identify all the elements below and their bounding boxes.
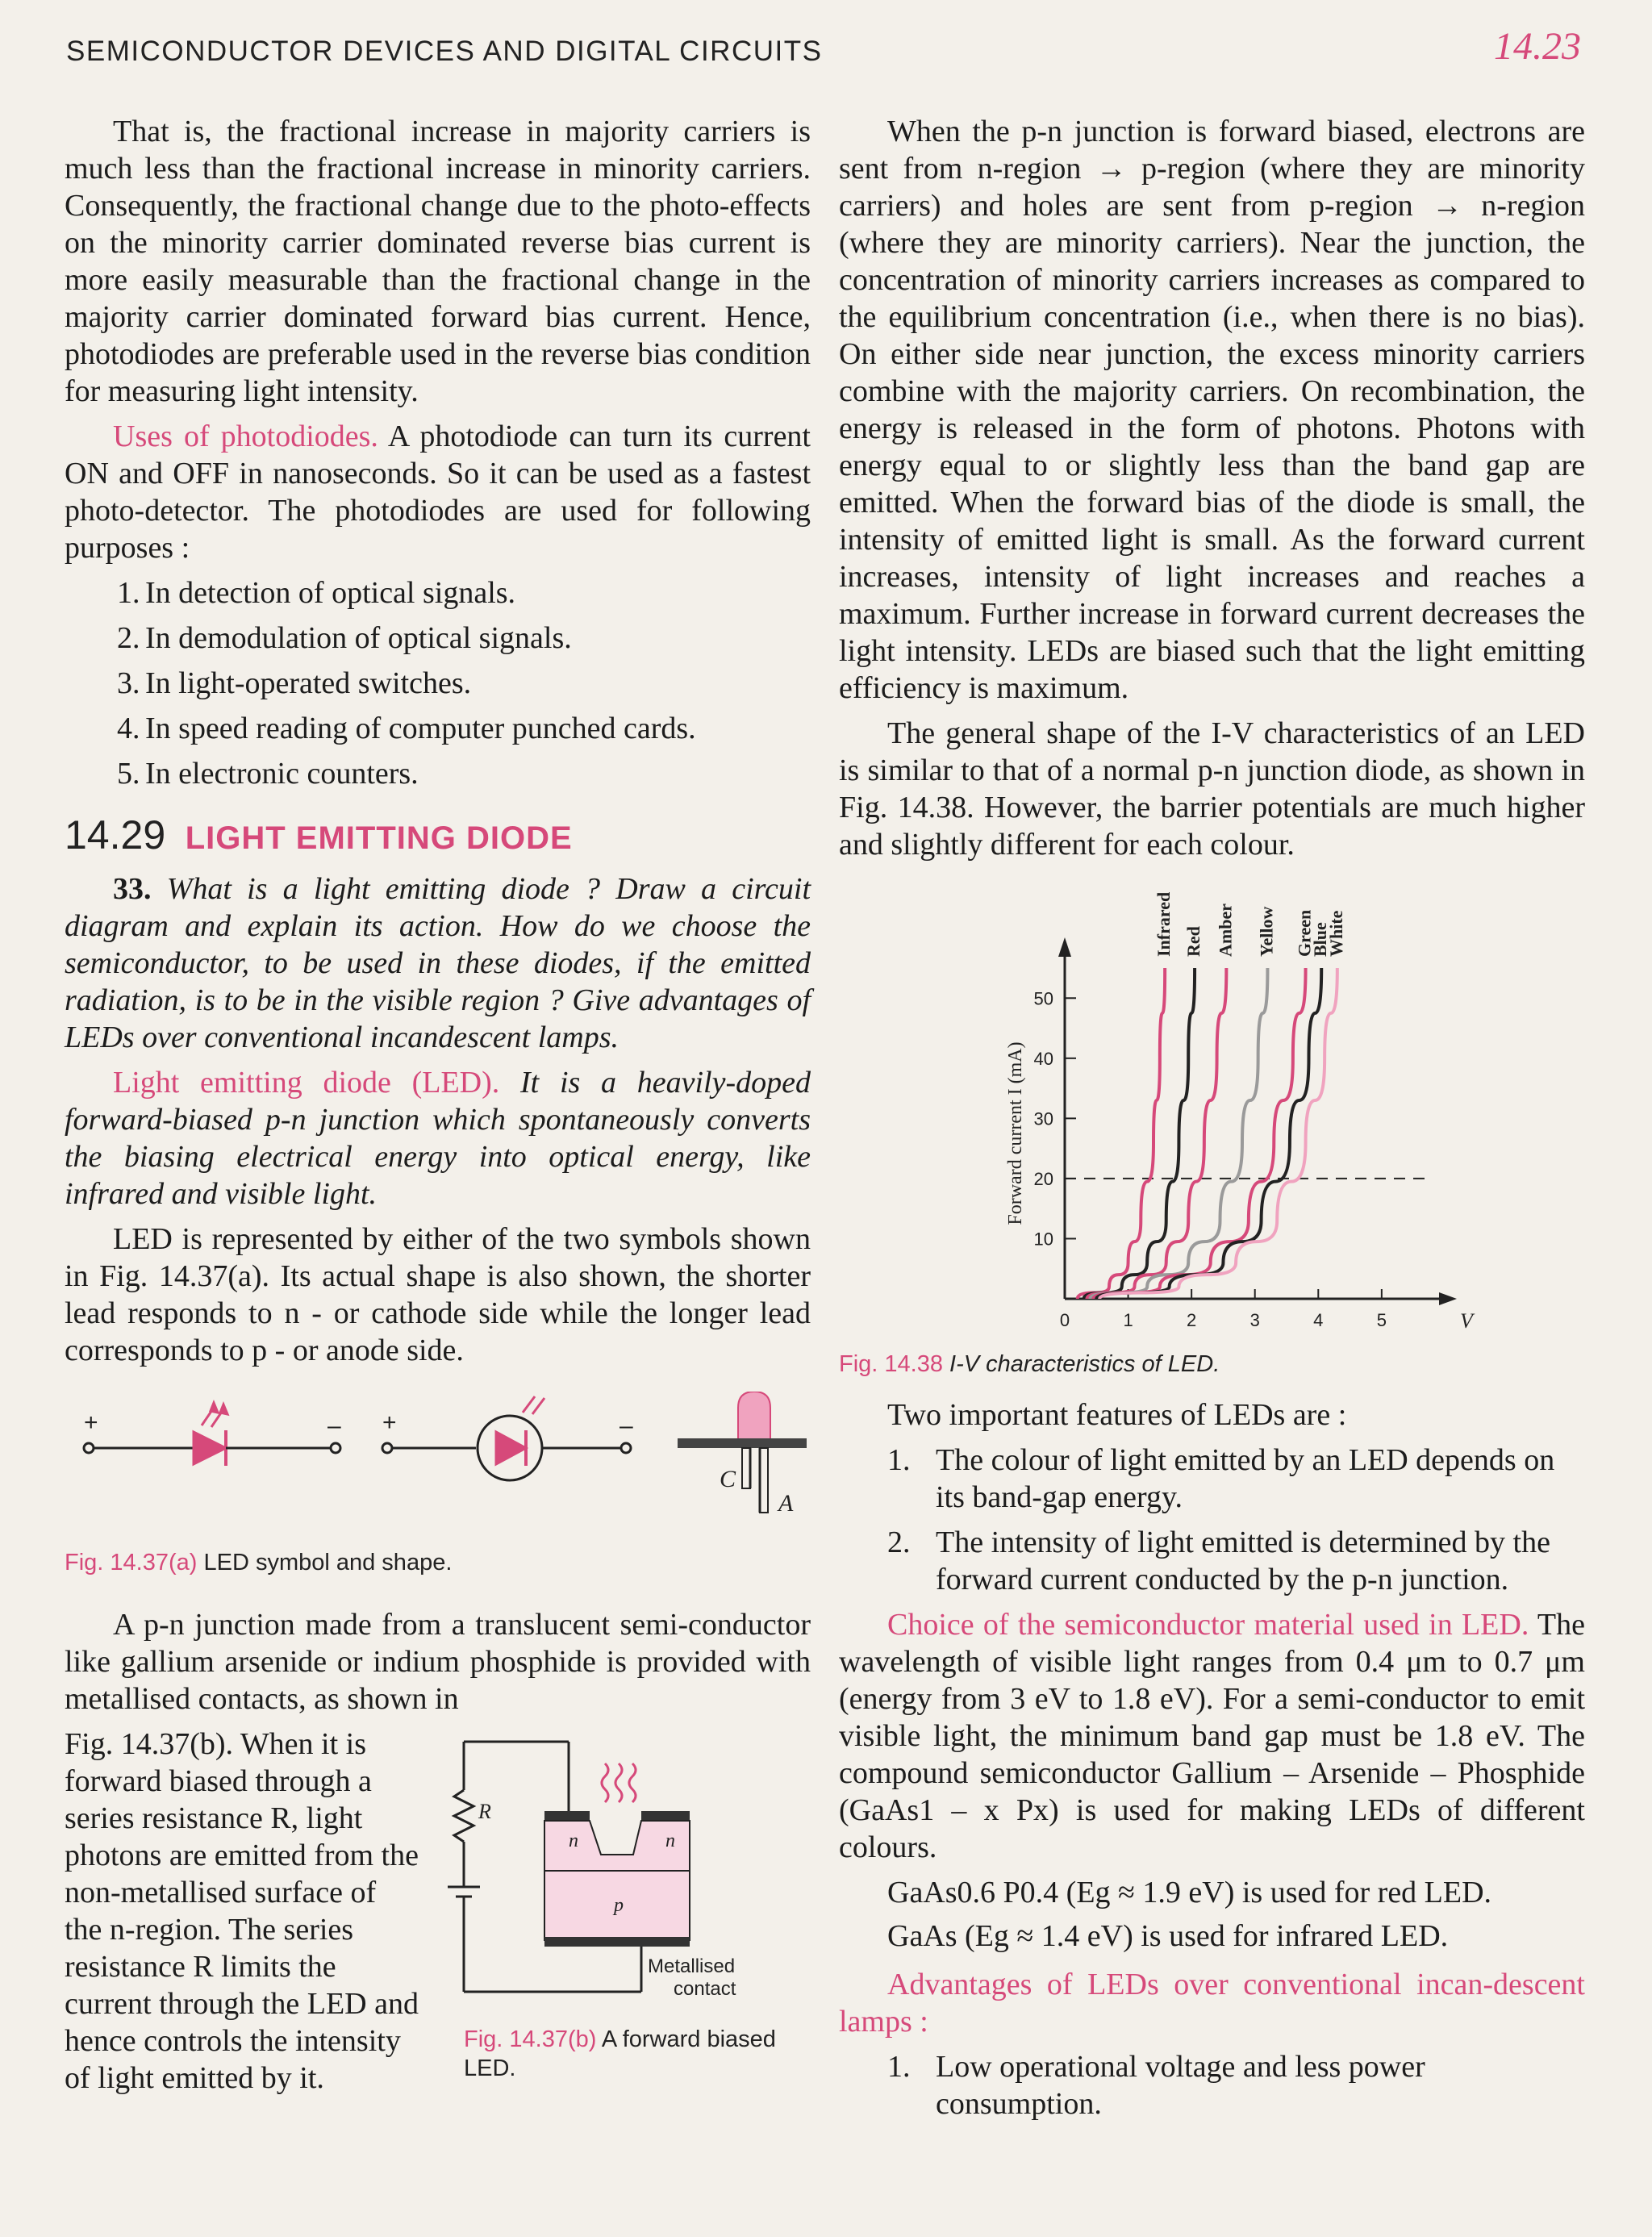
paragraph-junction-top: A p-n junction made from a translucent semi-conductor like gallium arsenide or indium phosphide is provided with metallised contacts, as shown in — [65, 1608, 811, 1716]
resistor-label: R — [478, 1800, 491, 1823]
x-axis-arrow — [1439, 1292, 1457, 1305]
choice-text: The wavelength of visible light ranges from 0.4 μm to 0.7 μm (energy from 3 eV to 1.8 eV). For a semi-conductor to emit visible light, the minimum band gap must be 1.8 eV. The compound semiconductor Gallium – Arsenide – Phosphide (GaAs1 – x Px) is used for making LEDs of different colours. — [839, 1608, 1585, 1864]
uses-list-item-text: In demodulation of optical signals. — [145, 621, 572, 655]
choice-heading: Choice of the semiconductor material used in LED. — [887, 1608, 1529, 1642]
x-axis-label: V — [1460, 1309, 1473, 1333]
figure-b-caption-text: A forward biased LED. — [464, 2026, 776, 2081]
metallised-label-2: contact — [674, 1978, 736, 2000]
uses-list-item-number: 2. — [117, 621, 140, 655]
uses-text: A photodiode can turn its current ON and OFF in nanoseconds. So it can be used as a fastest photo-detector. The photodiodes are used for following purposes : — [65, 419, 811, 565]
series-label-yellow: Yellow — [1256, 906, 1277, 957]
led2-minus: – — [620, 1413, 633, 1439]
series-label-green: Green — [1294, 909, 1315, 957]
page-number: 14.23 — [1494, 25, 1581, 68]
y-tick-label: 10 — [1033, 1229, 1053, 1250]
series-line-amber — [1087, 968, 1227, 1299]
n-label-left: n — [569, 1830, 578, 1851]
series-label-red: Red — [1183, 926, 1204, 957]
paragraph-led-symbols: LED is represented by either of the two symbols shown in Fig. 14.37(a). Its actual shape is also shown, the shorter lead responds to n - or cathode side while the longer lead corresponds to p - or anode side. — [65, 1222, 811, 1367]
series-line-green — [1093, 968, 1305, 1299]
x-tick-label: 2 — [1187, 1310, 1197, 1330]
features-list — [839, 1442, 1585, 1598]
paragraph-uses — [65, 418, 811, 566]
y-axis-arrow — [1058, 937, 1071, 957]
uses-list-item — [65, 755, 811, 792]
figure-b-label: Fig. 14.37(b) — [464, 2026, 597, 2052]
advantages-heading: Advantages of LEDs over conventional incan-descent lamps : — [839, 1968, 1585, 2039]
metallised-label-1: Metallised — [648, 1955, 736, 1977]
led-symbol-2 — [382, 1396, 631, 1480]
led1-minus: – — [327, 1413, 341, 1439]
forward-biased-led-diagram — [432, 1726, 811, 2016]
features-list-item-text: The intensity of light emitted is determined by the forward current conducted by the p-n junction. — [936, 1525, 1550, 1596]
anode-label: A — [778, 1490, 794, 1517]
equation-red-led: GaAs0.6 P0.4 (Eg ≈ 1.9 eV) is used for red LED. — [887, 1876, 1492, 1909]
features-list-item — [839, 1442, 1585, 1516]
series-label-amber: Amber — [1215, 904, 1236, 957]
paragraph-junction-wrap: Fig. 14.37(b). When it is forward biased through a series resistance R, light photons are emitted from the non-metallised surface of the n-region. The series resistance R limits the current through the LED and hence controls the intensity of light emitted by it. — [65, 1727, 419, 2095]
uses-list-item-number: 4. — [117, 712, 140, 745]
paragraph-choice — [839, 1606, 1585, 1866]
advantages-list-item-text: Low operational voltage and less power consumption. — [936, 2050, 1425, 2121]
y-tick-label: 20 — [1033, 1168, 1053, 1189]
section-number: 14.29 — [65, 812, 166, 858]
paragraph-led-definition — [65, 1064, 811, 1212]
iv-chart — [839, 871, 1585, 1339]
uses-list-item-number: 3. — [117, 666, 140, 700]
led-definition: It is a heavily-doped forward-biased p-n junction which spontaneously converts the biasing electrical energy into optical energy, like infrared and visible light. — [65, 1066, 811, 1211]
figure-a-label: Fig. 14.37(a) — [65, 1550, 198, 1575]
uses-list-item-number: 1. — [117, 576, 140, 610]
uses-list-item-text: In detection of optical signals. — [145, 576, 516, 610]
figure-b-caption — [432, 2025, 811, 2083]
advantages-list-item-number: 1. — [887, 2050, 911, 2084]
question-number: 33. — [113, 872, 152, 906]
x-tick-label: 0 — [1059, 1310, 1070, 1330]
x-tick-label: 1 — [1123, 1310, 1133, 1330]
figure-38-caption-text: I-V characteristics of LED. — [949, 1351, 1220, 1377]
page-header — [0, 0, 1652, 97]
y-tick-label: 50 — [1033, 988, 1053, 1009]
paragraph-iv-characteristics: The general shape of the I-V characteristics of an LED is similar to that of a normal p-n junction diode, as shown in Fig. 14.38. However, the barrier potentials are much higher and slightly different for each colour. — [839, 716, 1585, 862]
n-label-right: n — [665, 1830, 675, 1851]
series-line-infrared — [1078, 968, 1165, 1299]
uses-list — [65, 574, 811, 792]
section-title: LIGHT EMITTING DIODE — [185, 820, 573, 856]
features-list-item-number: 2. — [887, 1525, 911, 1559]
uses-list-item — [65, 620, 811, 657]
figure-a-caption-text: LED symbol and shape. — [203, 1550, 453, 1575]
figure-38-caption — [839, 1350, 1585, 1379]
uses-list-item — [65, 574, 811, 611]
figure-led-symbol — [65, 1392, 811, 1577]
equation-infrared-led: GaAs (Eg ≈ 1.4 eV) is used for infrared LED. — [887, 1919, 1449, 1953]
led2-plus: + — [382, 1409, 397, 1436]
left-column — [65, 113, 811, 2105]
right-column — [839, 113, 1585, 2131]
led-symbol-diagram — [65, 1392, 811, 1529]
uses-heading: Uses of photodiodes. — [113, 419, 378, 453]
cathode-label: C — [720, 1466, 736, 1492]
paragraph-advantages-heading — [839, 1966, 1585, 2040]
paragraph-features-intro: Two important features of LEDs are : — [887, 1398, 1347, 1432]
p-label: p — [614, 1895, 624, 1916]
led1-plus: + — [84, 1409, 98, 1436]
led-symbol-1 — [84, 1403, 340, 1466]
features-list-item — [839, 1524, 1585, 1598]
section-heading — [65, 812, 811, 858]
uses-list-item-text: In light-operated switches. — [145, 666, 472, 700]
advantages-list — [839, 2048, 1585, 2122]
figure-38-label: Fig. 14.38 — [839, 1351, 943, 1377]
uses-list-item-number: 5. — [117, 757, 140, 791]
uses-list-item-text: In electronic counters. — [145, 757, 419, 791]
uses-list-item — [65, 710, 811, 747]
figure-a-caption — [65, 1548, 811, 1577]
uses-list-item — [65, 665, 811, 702]
figure-forward-biased-led — [432, 1726, 811, 2083]
uses-list-item-text: In speed reading of computer punched cards. — [145, 712, 696, 745]
features-list-item-text: The colour of light emitted by an LED depends on its band-gap energy. — [936, 1443, 1555, 1514]
x-tick-label: 5 — [1376, 1310, 1387, 1330]
fig-b-junction — [544, 1763, 690, 1947]
x-tick-label: 4 — [1313, 1310, 1324, 1330]
led-heading: Light emitting diode (LED). — [113, 1066, 500, 1100]
series-label-white: White — [1325, 910, 1346, 957]
advantages-list-item — [839, 2048, 1585, 2122]
paragraph-forward-bias: When the p-n junction is forward biased, electrons are sent from n-region → p-region (where they are minority carriers) and holes are sent from p-region → n-region (where they are minority carriers). Near the junction, the concentration of minority carriers increases as compared to the equilibrium concentration (i.e., when there is no bias). On either side near junction, the excess minority carriers combine with the majority carriers. On recombination, the energy is released in the form of photons. Photons with energy equal to or slightly less than the band gap are emitted. When the forward bias of the diode is small, the intensity of emitted light is small. As the forward current increases, intensity of light increases and reaches a maximum. Further increase in forward current decreases the light intensity. LEDs are biased such that the light emitting efficiency is maximum. — [839, 115, 1585, 705]
x-tick-label: 3 — [1249, 1310, 1260, 1330]
features-list-item-number: 1. — [887, 1443, 911, 1477]
series-label-infrared: Infrared — [1153, 891, 1174, 957]
y-axis-label: Forward current I (mA) — [1005, 1041, 1026, 1225]
y-tick-label: 40 — [1033, 1048, 1053, 1069]
figure-iv-characteristics — [839, 871, 1585, 1379]
series-line-red — [1084, 968, 1195, 1299]
question-text: What is a light emitting diode ? Draw a circuit diagram and explain its action. How do we choose the semiconductor, to be used in these diodes, if the emitted radiation, is to be in the visible region ? Give advantages of LEDs over conventional incandescent lamps. — [65, 872, 811, 1054]
paragraph-photodiode-bias: That is, the fractional increase in majority carriers is much less than the fractional increase in minority carriers. Consequently, the fractional change due to the photo-effects on the minority carrier dominated reverse bias current is more easily measurable than the fractional change in the majority carrier dominated forward bias current. Hence, photodiodes are preferable used in the reverse bias condition for measuring light intensity. — [65, 115, 811, 408]
y-tick-label: 30 — [1033, 1108, 1053, 1129]
question — [65, 870, 811, 1056]
running-title: SEMICONDUCTOR DEVICES AND DIGITAL CIRCUITS — [66, 35, 823, 67]
series-label-blue: Blue — [1310, 922, 1331, 957]
